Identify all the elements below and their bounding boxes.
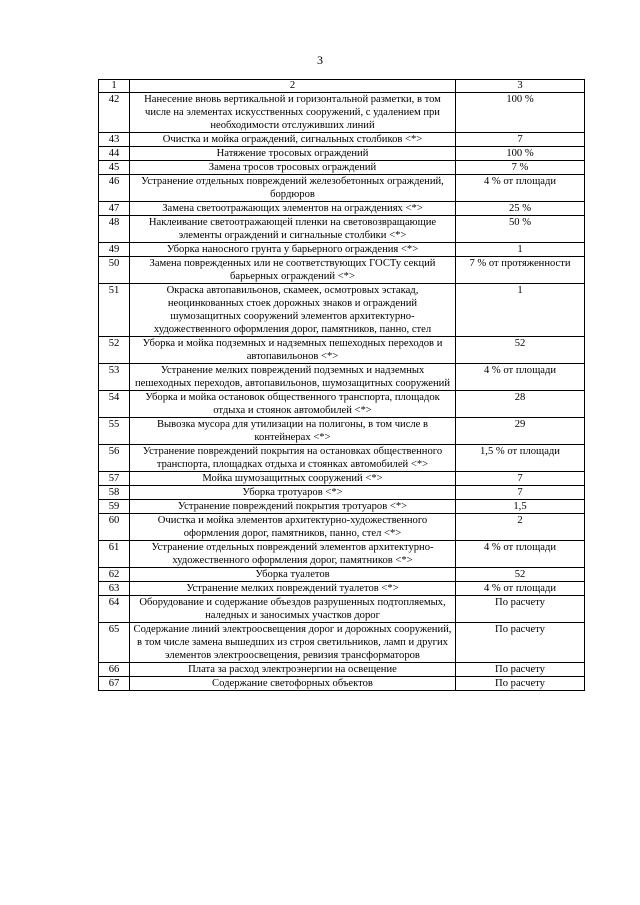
row-value-cell: По расчету: [456, 623, 585, 663]
row-description-cell: Уборка и мойка подземных и надземных пешеходных переходов и автопавильонов <*>: [130, 337, 456, 364]
row-number-cell: 62: [99, 568, 130, 582]
table-row: [99, 161, 585, 175]
row-value-cell: 1: [456, 284, 585, 337]
row-description-cell: Уборка тротуаров <*>: [130, 486, 456, 500]
row-description-cell: Уборка наносного грунта у барьерного ограждения <*>: [130, 243, 456, 257]
row-description-cell: Мойка шумозащитных сооружений <*>: [130, 472, 456, 486]
header-cell-number: 1: [99, 80, 130, 93]
row-number-cell: 49: [99, 243, 130, 257]
page-number: 3: [317, 53, 323, 67]
row-description-cell: Устранение мелких повреждений туалетов <*>: [130, 582, 456, 596]
table-row: [99, 663, 585, 677]
row-value-cell: По расчету: [456, 677, 585, 691]
row-number-cell: 57: [99, 472, 130, 486]
row-number-cell: 66: [99, 663, 130, 677]
works-table-body: [99, 80, 585, 691]
row-description-cell: Содержание светофорных объектов: [130, 677, 456, 691]
row-number-cell: 44: [99, 147, 130, 161]
row-value-cell: 1,5 % от площади: [456, 445, 585, 472]
row-number-cell: 58: [99, 486, 130, 500]
header-cell-description: 2: [130, 80, 456, 93]
table-row: [99, 175, 585, 202]
row-number-cell: 63: [99, 582, 130, 596]
table-row: [99, 202, 585, 216]
table-row: [99, 472, 585, 486]
table-row: [99, 445, 585, 472]
row-value-cell: 4 % от площади: [456, 175, 585, 202]
table-header-row: [99, 80, 585, 93]
table-row: [99, 486, 585, 500]
table-row: [99, 582, 585, 596]
table-row: [99, 243, 585, 257]
table-row: [99, 364, 585, 391]
row-number-cell: 65: [99, 623, 130, 663]
row-description-cell: Окраска автопавильонов, скамеек, осмотровых эстакад, неоцинкованных стоек дорожных знаков и ограждений шумозащитных сооружений элементов архитектурно-художественного оформления дорог, памятников, панно, стел: [130, 284, 456, 337]
row-value-cell: 52: [456, 337, 585, 364]
row-number-cell: 60: [99, 514, 130, 541]
row-description-cell: Наклеивание светоотражающей пленки на световозвращающие элементы ограждений и сигнальные столбики <*>: [130, 216, 456, 243]
row-number-cell: 61: [99, 541, 130, 568]
row-number-cell: 52: [99, 337, 130, 364]
row-description-cell: Замена поврежденных или не соответствующих ГОСТу секций барьерных ограждений <*>: [130, 257, 456, 284]
row-number-cell: 46: [99, 175, 130, 202]
row-description-cell: Очистка и мойка ограждений, сигнальных столбиков <*>: [130, 133, 456, 147]
row-value-cell: 4 % от площади: [456, 364, 585, 391]
row-description-cell: Нанесение вновь вертикальной и горизонтальной разметки, в том числе на элементах искусственных сооружений, с удалением при необходимости отслуживших линий: [130, 93, 456, 133]
table-row: [99, 568, 585, 582]
row-value-cell: 7 %: [456, 161, 585, 175]
row-value-cell: По расчету: [456, 663, 585, 677]
row-number-cell: 47: [99, 202, 130, 216]
row-value-cell: 7: [456, 133, 585, 147]
row-description-cell: Уборка и мойка остановок общественного транспорта, площадок отдыха и стоянок автомобилей <*>: [130, 391, 456, 418]
row-number-cell: 42: [99, 93, 130, 133]
row-number-cell: 67: [99, 677, 130, 691]
row-description-cell: Натяжение тросовых ограждений: [130, 147, 456, 161]
row-description-cell: Плата за расход электроэнергии на освещение: [130, 663, 456, 677]
row-value-cell: 29: [456, 418, 585, 445]
row-value-cell: 100 %: [456, 147, 585, 161]
row-value-cell: По расчету: [456, 596, 585, 623]
row-value-cell: 7 % от протяженности: [456, 257, 585, 284]
table-row: [99, 147, 585, 161]
row-number-cell: 53: [99, 364, 130, 391]
row-value-cell: 25 %: [456, 202, 585, 216]
table-row: [99, 500, 585, 514]
row-number-cell: 51: [99, 284, 130, 337]
row-description-cell: Очистка и мойка элементов архитектурно-художественного оформления дорог, памятников, панно, стел <*>: [130, 514, 456, 541]
row-number-cell: 56: [99, 445, 130, 472]
table-row: [99, 623, 585, 663]
row-description-cell: Вывозка мусора для утилизации на полигоны, в том числе в контейнерах <*>: [130, 418, 456, 445]
table-row: [99, 337, 585, 364]
row-value-cell: 4 % от площади: [456, 582, 585, 596]
row-number-cell: 55: [99, 418, 130, 445]
row-value-cell: 1,5: [456, 500, 585, 514]
table-row: [99, 677, 585, 691]
row-description-cell: Устранение отдельных повреждений железобетонных ограждений, бордюров: [130, 175, 456, 202]
table-row: [99, 596, 585, 623]
row-description-cell: Устранение мелких повреждений подземных и надземных пешеходных переходов, автопавильонов, шумозащитных сооружений: [130, 364, 456, 391]
row-description-cell: Устранение отдельных повреждений элементов архитектурно-художественного оформления дорог, памятников <*>: [130, 541, 456, 568]
table-row: [99, 133, 585, 147]
row-number-cell: 59: [99, 500, 130, 514]
row-value-cell: 4 % от площади: [456, 541, 585, 568]
works-table: [98, 79, 585, 691]
header-cell-value: 3: [456, 80, 585, 93]
row-number-cell: 50: [99, 257, 130, 284]
row-value-cell: 50 %: [456, 216, 585, 243]
table-row: [99, 391, 585, 418]
row-description-cell: Замена тросов тросовых ограждений: [130, 161, 456, 175]
table-row: [99, 514, 585, 541]
table-row: [99, 257, 585, 284]
row-value-cell: 2: [456, 514, 585, 541]
row-value-cell: 28: [456, 391, 585, 418]
row-number-cell: 43: [99, 133, 130, 147]
row-description-cell: Устранение повреждений покрытия на остановках общественного транспорта, площадках отдыха и стоянках автомобилей <*>: [130, 445, 456, 472]
row-value-cell: 52: [456, 568, 585, 582]
table-row: [99, 93, 585, 133]
row-description-cell: Оборудование и содержание объездов разрушенных подтопляемых, наледных и заносимых участков дорог: [130, 596, 456, 623]
table-row: [99, 216, 585, 243]
row-number-cell: 45: [99, 161, 130, 175]
row-number-cell: 48: [99, 216, 130, 243]
row-number-cell: 54: [99, 391, 130, 418]
row-number-cell: 64: [99, 596, 130, 623]
row-value-cell: 7: [456, 486, 585, 500]
table-row: [99, 541, 585, 568]
row-value-cell: 7: [456, 472, 585, 486]
row-value-cell: 100 %: [456, 93, 585, 133]
table-row: [99, 284, 585, 337]
row-description-cell: Устранение повреждений покрытия тротуаров <*>: [130, 500, 456, 514]
row-description-cell: Замена светоотражающих элементов на ограждениях <*>: [130, 202, 456, 216]
table-row: [99, 418, 585, 445]
row-value-cell: 1: [456, 243, 585, 257]
row-description-cell: Содержание линий электроосвещения дорог и дорожных сооружений, в том числе замена вышедших из строя светильников, ламп и других элементов электроосвещения, ревизия трансформаторов: [130, 623, 456, 663]
row-description-cell: Уборка туалетов: [130, 568, 456, 582]
